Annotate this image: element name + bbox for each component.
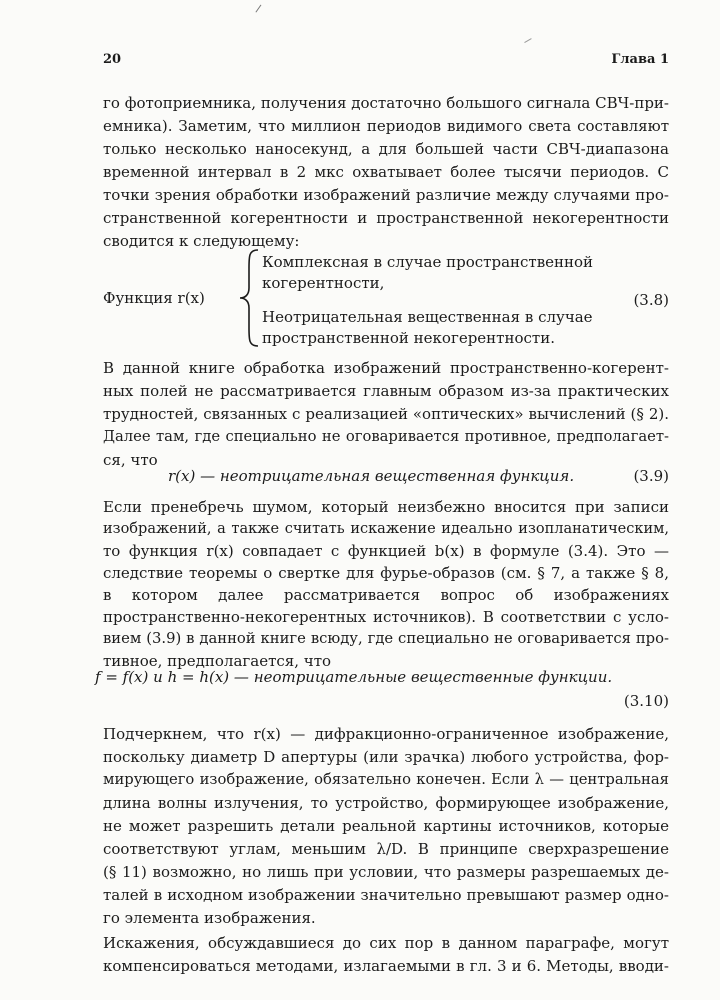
equation-3-10: f = f(x) и h = h(x) — неотрицательные вещественные функции. bbox=[95, 668, 613, 686]
text-line: поскольку диаметр D апертуры (или зрачка) любого устройства, фор- bbox=[103, 748, 669, 766]
case-2-line-1: Неотрицательная вещественная в случае bbox=[262, 308, 593, 326]
text-line: странственной когерентности и пространственной некогерентности bbox=[103, 209, 669, 227]
text-line: точки зрения обработки изображений различие между случаями про- bbox=[103, 186, 669, 204]
text-line: только несколько наносекунд, а для большей части СВЧ-диапазона bbox=[103, 140, 669, 158]
page-header bbox=[103, 52, 669, 70]
equation-3-9-number: (3.9) bbox=[633, 467, 669, 485]
text-line: в котором далее рассматривается вопрос об изображениях bbox=[103, 586, 669, 604]
text-line: Искажения, обсуждавшиеся до сих пор в данном параграфе, могут bbox=[103, 934, 669, 952]
text-line: Далее там, где специально не оговаривается противное, предполагает- bbox=[103, 428, 669, 445]
text-line: не может разрешить детали реальной картины источников, которые bbox=[103, 817, 669, 835]
text-line: талей в исходном изображении значительно превышают размер одно- bbox=[103, 886, 669, 904]
text-line: длина волны излучения, то устройство, формирующее изображение, bbox=[103, 794, 669, 812]
equation-3-10-number: (3.10) bbox=[623, 692, 669, 710]
text-line: сводится к следующему: bbox=[103, 232, 300, 250]
page-number: 20 bbox=[103, 52, 122, 67]
text-line: В данной книге обработка изображений пространственно-когерент- bbox=[103, 359, 669, 377]
text-line: трудностей, связанных с реализацией «оптических» вычислений (§ 2). bbox=[103, 405, 669, 423]
text-line: (§ 11) возможно, но лишь при условии, что размеры разрешаемых де- bbox=[103, 863, 669, 881]
text-line: емника). Заметим, что миллион периодов видимого света составляют bbox=[103, 117, 669, 135]
text-line: Подчеркнем, что r(x) — дифракционно-ограниченное изображение, bbox=[103, 725, 669, 743]
equation-3-8-number: (3.8) bbox=[633, 291, 669, 309]
text-line: вием (3.9) в данной книге всюду, где специально не оговаривается про- bbox=[103, 630, 669, 647]
text-line: ся, что bbox=[103, 451, 158, 469]
case-1-line-2: когерентности, bbox=[262, 274, 385, 292]
text-line: Если пренебречь шумом, который неизбежно вносится при записи bbox=[103, 498, 669, 516]
scan-mark bbox=[524, 38, 532, 43]
text-line: то функция r(x) совпадает с функцией b(x) в формуле (3.4). Это — bbox=[103, 542, 669, 560]
scan-mark bbox=[255, 5, 261, 13]
text-line: го фотоприемника, получения достаточно большого сигнала СВЧ-при- bbox=[103, 94, 669, 112]
text-line: мирующего изображение, обязательно конечен. Если λ — центральная bbox=[103, 771, 669, 788]
case-2-line-2: пространственной некогерентности. bbox=[262, 329, 555, 347]
text-line: следствие теоремы о свертке для фурье-образов (см. § 7, а также § 8, bbox=[103, 564, 669, 582]
chapter-title: Глава 1 bbox=[611, 52, 669, 67]
text-line: временной интервал в 2 мкс охватывает более тысячи периодов. С bbox=[103, 163, 669, 181]
text-line: ных полей не рассматривается главным образом из-за практических bbox=[103, 382, 669, 400]
text-line: компенсироваться методами, излагаемыми в гл. 3 и 6. Методы, вводи- bbox=[103, 957, 669, 975]
text-line: соответствуют углам, меньшим λ/D. В принципе сверхразрешение bbox=[103, 840, 669, 858]
case-1-line-1: Комплексная в случае пространственной bbox=[262, 253, 594, 271]
text-line: изображений, а также считать искажение идеально изопланатическим, bbox=[103, 521, 669, 537]
left-brace bbox=[238, 248, 260, 348]
text-line: го элемента изображения. bbox=[103, 909, 316, 927]
text-line: тивное, предполагается, что bbox=[103, 652, 332, 670]
equation-3-9: r(x) — неотрицательная вещественная функция. bbox=[168, 467, 575, 485]
equation-3-8-label: Функция r(x) bbox=[103, 289, 205, 307]
text-line: пространственно-некогерентных источников). В соответствии с усло- bbox=[103, 608, 669, 626]
